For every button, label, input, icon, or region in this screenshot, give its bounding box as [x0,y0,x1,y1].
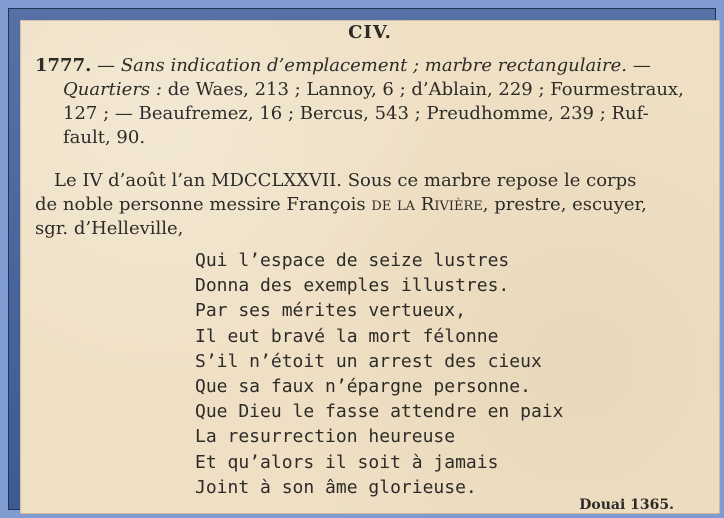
quartiers-list-1: de Waes, 213 ; Lannoy, 6 ; d’Ablain, 229 ; Fourmestraux, [167,79,684,100]
entry-line-1 [35,54,710,78]
entry-line-2 [35,78,710,102]
poem-line: Et qu’alors il soit à jamais [195,451,499,473]
entry-line-3: 127 ; — Beaufremez, 16 ; Bercus, 543 ; Preudhomme, 239 ; Ruf- [63,103,649,124]
poem-line: Donna des exemples illustres. [195,275,510,297]
inscription-prose [35,169,710,241]
section-heading: CIV. [348,22,392,43]
prose-line-2-suffix: , prestre, escuyer, [482,194,647,215]
poem-line: Il eut bravé la mort félonne [195,325,499,347]
poem-line: S’il n’étoit un arrest des cieux [195,350,542,372]
poem-line: Par ses mérites vertueux, [195,300,466,322]
entry-dash: — [97,55,116,76]
epitaph-poem [195,248,563,500]
prose-line-2-prefix: de noble personne messire François [35,194,366,215]
poem-line: Que Dieu le fasse attendre en paix [195,401,564,423]
scanned-page [20,20,720,514]
entry-number: 1777. [35,55,92,76]
poem-line: Joint à son âme glorieuse. [195,476,477,498]
prose-line-1: Le IV d’août l’an MDCCLXXVII. Sous ce marbre repose le corps [54,170,637,191]
poem-line: Que sa faux n’épargne personne. [195,376,531,398]
poem-line: Qui l’espace de seize lustres [195,250,510,271]
family-name: de la Rivière [371,194,483,215]
quartiers-label: Quartiers : [63,79,162,100]
prose-line-3: sgr. d’Helleville, [35,218,184,239]
poem-line: La resurrection heureuse [195,426,456,448]
entry-dash-2: — [632,55,651,76]
entry-line-4: fault, 90. [63,127,146,148]
source-reference: Douai 1365. [579,497,674,513]
prose-line-2 [35,193,710,217]
entry-header [35,54,710,150]
entry-title: Sans indication d’emplacement ; marbre rectangulaire. [120,55,627,76]
